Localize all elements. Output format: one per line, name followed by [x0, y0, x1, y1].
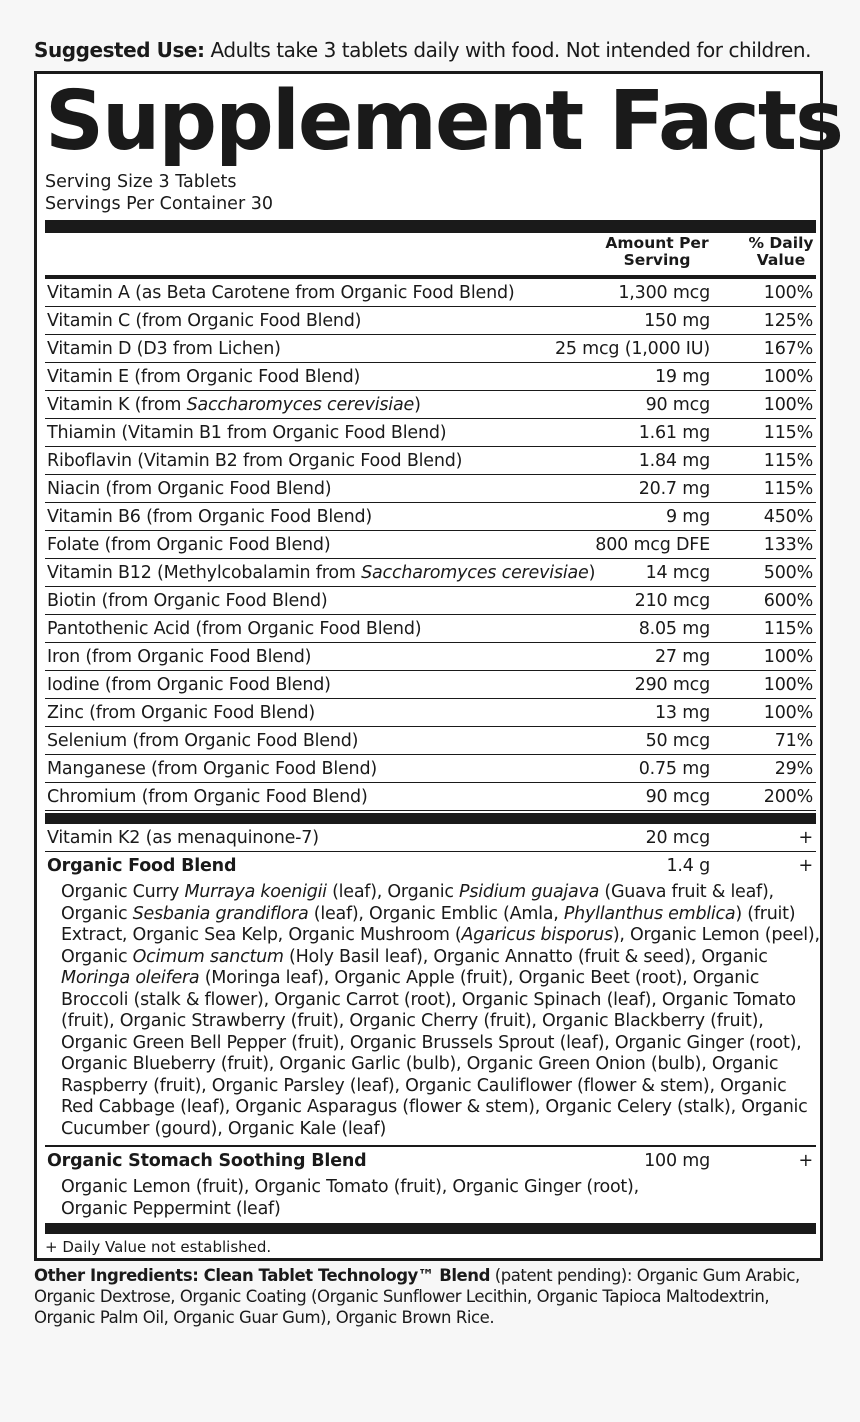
- nutrient-amount: 13 mg: [655, 703, 710, 723]
- footer-divider: [45, 1223, 816, 1234]
- nutrient-daily-value: 115%: [763, 423, 813, 443]
- header-divider: [45, 220, 816, 233]
- nutrient-name-part: Folate (from Organic Food Blend): [47, 535, 331, 555]
- nutrient-amount: 90 mcg: [645, 787, 710, 807]
- ingredient-text-part: Moringa oleifera: [61, 968, 200, 988]
- nutrient-name: [47, 783, 368, 811]
- nutrient-row: [45, 503, 816, 531]
- nutrient-row: [45, 671, 816, 699]
- supplement-facts-panel: [34, 71, 842, 1261]
- nutrient-name: [47, 279, 515, 307]
- nutrient-name-part: Vitamin K (from: [47, 395, 187, 415]
- ingredient-text-part: ), Organic Lemon (peel), Organic: [61, 925, 820, 967]
- nutrient-daily-value: 450%: [763, 507, 813, 527]
- nutrient-amount: 0.75 mg: [638, 759, 710, 779]
- amount-header: [605, 235, 709, 269]
- suggested-use-label: Suggested Use:: [34, 38, 205, 62]
- nutrient-name: [47, 727, 358, 755]
- nutrient-row: [45, 531, 816, 559]
- nutrient-name: [47, 503, 372, 531]
- nutrient-amount: 50 mcg: [645, 731, 710, 751]
- ingredient-text-part: Psidium guajava: [459, 882, 600, 902]
- stomach-blend-dv: +: [798, 1151, 813, 1171]
- nutrient-daily-value: 100%: [763, 675, 813, 695]
- nutrient-name: [47, 587, 328, 615]
- other-ingredients-text: (patent pending): Organic Gum Arabic, Organic Dextrose, Organic Coating (Organic Sunflower Lecithin, Organic Tapioca Maltodextrin, Organic Palm Oil, Organic Guar Gum), Organic Brown Rice.: [34, 1266, 800, 1327]
- nutrient-row: [45, 587, 816, 615]
- stomach-blend-row: [45, 1147, 816, 1175]
- nutrient-row: [45, 755, 816, 783]
- nutrient-row: [45, 419, 816, 447]
- nutrient-amount: 1,300 mcg: [618, 283, 710, 303]
- food-blend-dv: +: [798, 856, 813, 876]
- nutrient-daily-value: 71%: [774, 731, 813, 751]
- nutrient-daily-value: 167%: [763, 339, 813, 359]
- nutrient-row: [45, 615, 816, 643]
- daily-value-header-line2: Value: [756, 251, 806, 269]
- ingredient-text-part: (leaf), Organic: [326, 882, 460, 902]
- nutrient-name-part: Manganese (from Organic Food Blend): [47, 759, 377, 779]
- nutrient-name-part: Riboflavin (Vitamin B2 from Organic Food Blend): [47, 451, 463, 471]
- nutrient-row: [45, 783, 816, 811]
- ingredient-text-part: (Holy Basil leaf), Organic Annatto (fruit & seed), Organic: [283, 946, 768, 967]
- nutrient-name: [47, 475, 331, 503]
- nutrient-name-part: Saccharomyces cerevisiae: [186, 395, 415, 415]
- ingredient-text-part: (Moringa leaf), Organic Apple (fruit), Organic Beet (root), Organic Broccoli (stalk & flower), Organic Carrot (root), Organic Spinach (leaf), Organic Tomato (fruit), Organic Strawberry (fruit), Organic Cherry (fruit), Organic Blackberry (fruit), Organic Green Bell Pepper (fruit), Organic Brussels Sprout (leaf), Organic Ginger (root), Organic Blueberry (fruit), Organic Garlic (bulb), Organic Green Onion (bulb), Organic Raspberry (fruit), Organic Parsley (leaf), Organic Cauliflower (flower & stem), Organic Red Cabbage (leaf), Organic Asparagus (flower & stem), Organic Celery (stalk), Organic Cucumber (gourd), Organic Kale (leaf): [61, 968, 808, 1139]
- stomach-blend-amount: 100 mg: [644, 1151, 710, 1171]
- ingredient-text-part: Ocimum sanctum: [132, 946, 284, 967]
- other-ingredients-label: Other Ingredients: Clean Tablet Technology™ Blend: [34, 1266, 490, 1285]
- nutrient-row: [45, 335, 816, 363]
- nutrient-row: [45, 307, 816, 335]
- nutrient-name: [47, 447, 462, 475]
- nutrient-name-part: ): [414, 395, 421, 415]
- nutrient-row: [45, 279, 816, 307]
- nutrient-row: [45, 363, 816, 391]
- food-blend-name: Organic Food Blend: [47, 856, 237, 876]
- nutrient-name: [47, 335, 281, 363]
- food-blend-ingredients: [61, 882, 821, 1140]
- nutrient-amount: 20.7 mg: [638, 479, 710, 499]
- nutrient-name: [47, 559, 595, 587]
- ingredient-text-part: ) (fruit) Extract, Organic Sea Kelp, Organic Mushroom (: [61, 903, 796, 945]
- nutrient-name-part: Saccharomyces cerevisiae: [361, 563, 589, 583]
- ingredient-text-part: Sesbania grandiflora: [132, 903, 309, 924]
- nutrient-amount: 9 mg: [665, 507, 710, 527]
- nutrient-name: [47, 643, 311, 671]
- amount-header-line1: Amount Per: [605, 234, 709, 252]
- nutrient-name: [47, 699, 315, 727]
- nutrient-daily-value: 600%: [763, 591, 813, 611]
- nutrient-daily-value: 115%: [763, 619, 813, 639]
- nutrient-daily-value: 125%: [763, 311, 813, 331]
- nutrient-name-part: Vitamin C (from Organic Food Blend): [47, 311, 362, 331]
- nutrient-name-part: Vitamin D (D3 from Lichen): [47, 339, 281, 359]
- nutrient-daily-value: 500%: [763, 563, 813, 583]
- nutrient-name: [47, 419, 446, 447]
- nutrient-name-part: Vitamin A (as Beta Carotene from Organic Food Blend): [47, 283, 515, 303]
- nutrient-name-part: Zinc (from Organic Food Blend): [47, 703, 316, 723]
- nutrient-daily-value: 133%: [763, 535, 813, 555]
- food-blend-row: [45, 852, 816, 880]
- nutrient-daily-value: 200%: [763, 787, 813, 807]
- vitamin-k2-amount: 20 mcg: [645, 828, 710, 848]
- nutrient-daily-value: 29%: [774, 759, 813, 779]
- daily-value-header-line1: % Daily: [748, 234, 814, 252]
- suggested-use-text: Adults take 3 tablets daily with food. Not intended for children.: [204, 38, 812, 62]
- nutrient-row: [45, 643, 816, 671]
- nutrient-name-part: Vitamin E (from Organic Food Blend): [47, 367, 361, 387]
- nutrient-name: [47, 671, 331, 699]
- serving-size: Serving Size 3 Tablets: [45, 172, 237, 192]
- nutrient-amount: 290 mcg: [634, 675, 710, 695]
- nutrient-name-part: Vitamin B6 (from Organic Food Blend): [47, 507, 373, 527]
- nutrient-amount: 27 mg: [655, 647, 710, 667]
- nutrient-name-part: ): [588, 563, 596, 583]
- nutrient-name: [47, 391, 421, 419]
- nutrient-name: [47, 615, 421, 643]
- nutrient-amount: 25 mcg (1,000 IU): [554, 339, 710, 359]
- food-blend-amount: 1.4 g: [666, 856, 710, 876]
- nutrient-daily-value: 100%: [763, 283, 813, 303]
- other-ingredients: [34, 1265, 834, 1328]
- daily-value-header: [743, 235, 819, 269]
- nutrient-name-part: Thiamin (Vitamin B1 from Organic Food Blend): [47, 423, 447, 443]
- amount-header-line2: Serving: [623, 251, 691, 269]
- nutrient-daily-value: 100%: [763, 395, 813, 415]
- nutrient-name-part: Iodine (from Organic Food Blend): [47, 675, 331, 695]
- nutrient-name-part: Pantothenic Acid (from Organic Food Blend): [47, 619, 422, 639]
- ingredient-text-part: Murraya koenigii: [184, 882, 327, 902]
- servings-per-container: Servings Per Container 30: [45, 194, 273, 214]
- stomach-blend-ingredients: Organic Lemon (fruit), Organic Tomato (fruit), Organic Ginger (root), Organic Peppermint (leaf): [61, 1177, 639, 1219]
- nutrient-row: [45, 699, 816, 727]
- nutrient-amount: 19 mg: [655, 367, 710, 387]
- stomach-blend-name: Organic Stomach Soothing Blend: [47, 1151, 367, 1171]
- nutrient-amount: 8.05 mg: [638, 619, 710, 639]
- nutrient-row: [45, 447, 816, 475]
- nutrient-daily-value: 100%: [763, 703, 813, 723]
- suggested-use: [34, 36, 834, 64]
- nutrient-amount: 1.84 mg: [638, 451, 710, 471]
- nutrient-amount: 14 mcg: [645, 563, 710, 583]
- nutrient-name-part: Iron (from Organic Food Blend): [47, 647, 312, 667]
- nutrient-name: [47, 531, 330, 559]
- ingredient-text-part: Phyllanthus emblica: [563, 903, 736, 924]
- vitamin-k2-name: Vitamin K2 (as menaquinone-7): [47, 828, 319, 848]
- nutrient-amount: 150 mg: [644, 311, 710, 331]
- ingredient-text-part: (leaf), Organic Emblic (Amla,: [308, 903, 564, 924]
- nutrient-name: [47, 755, 377, 783]
- nutrient-row: [45, 475, 816, 503]
- ingredient-text-part: (Guava fruit & leaf), Organic: [61, 882, 774, 924]
- nutrient-name: [47, 307, 361, 335]
- nutrient-name-part: Niacin (from Organic Food Blend): [47, 479, 332, 499]
- nutrient-row: [45, 559, 816, 587]
- ingredient-text-part: Agaricus bisporus: [461, 925, 613, 945]
- nutrient-amount: 90 mcg: [645, 395, 710, 415]
- daily-value-footnote: + Daily Value not established.: [45, 1238, 272, 1256]
- vitamin-k2-row: [45, 824, 816, 852]
- nutrient-name-part: Vitamin B12 (Methylcobalamin from: [47, 563, 362, 583]
- nutrient-name-part: Chromium (from Organic Food Blend): [47, 787, 368, 807]
- nutrient-daily-value: 100%: [763, 367, 813, 387]
- ingredient-text-part: Organic Curry: [61, 882, 185, 902]
- section-divider: [45, 813, 816, 824]
- nutrient-name: [47, 363, 360, 391]
- nutrient-daily-value: 100%: [763, 647, 813, 667]
- vitamin-k2-dv: +: [798, 828, 813, 848]
- nutrient-amount: 1.61 mg: [638, 423, 710, 443]
- nutrient-row: [45, 391, 816, 419]
- nutrient-name-part: Biotin (from Organic Food Blend): [47, 591, 328, 611]
- nutrient-amount: 800 mcg DFE: [595, 535, 710, 555]
- nutrient-name-part: Selenium (from Organic Food Blend): [47, 731, 359, 751]
- nutrient-daily-value: 115%: [763, 451, 813, 471]
- nutrient-row: [45, 727, 816, 755]
- panel-title: Supplement Facts: [45, 74, 842, 169]
- nutrient-amount: 210 mcg: [634, 591, 710, 611]
- nutrient-daily-value: 115%: [763, 479, 813, 499]
